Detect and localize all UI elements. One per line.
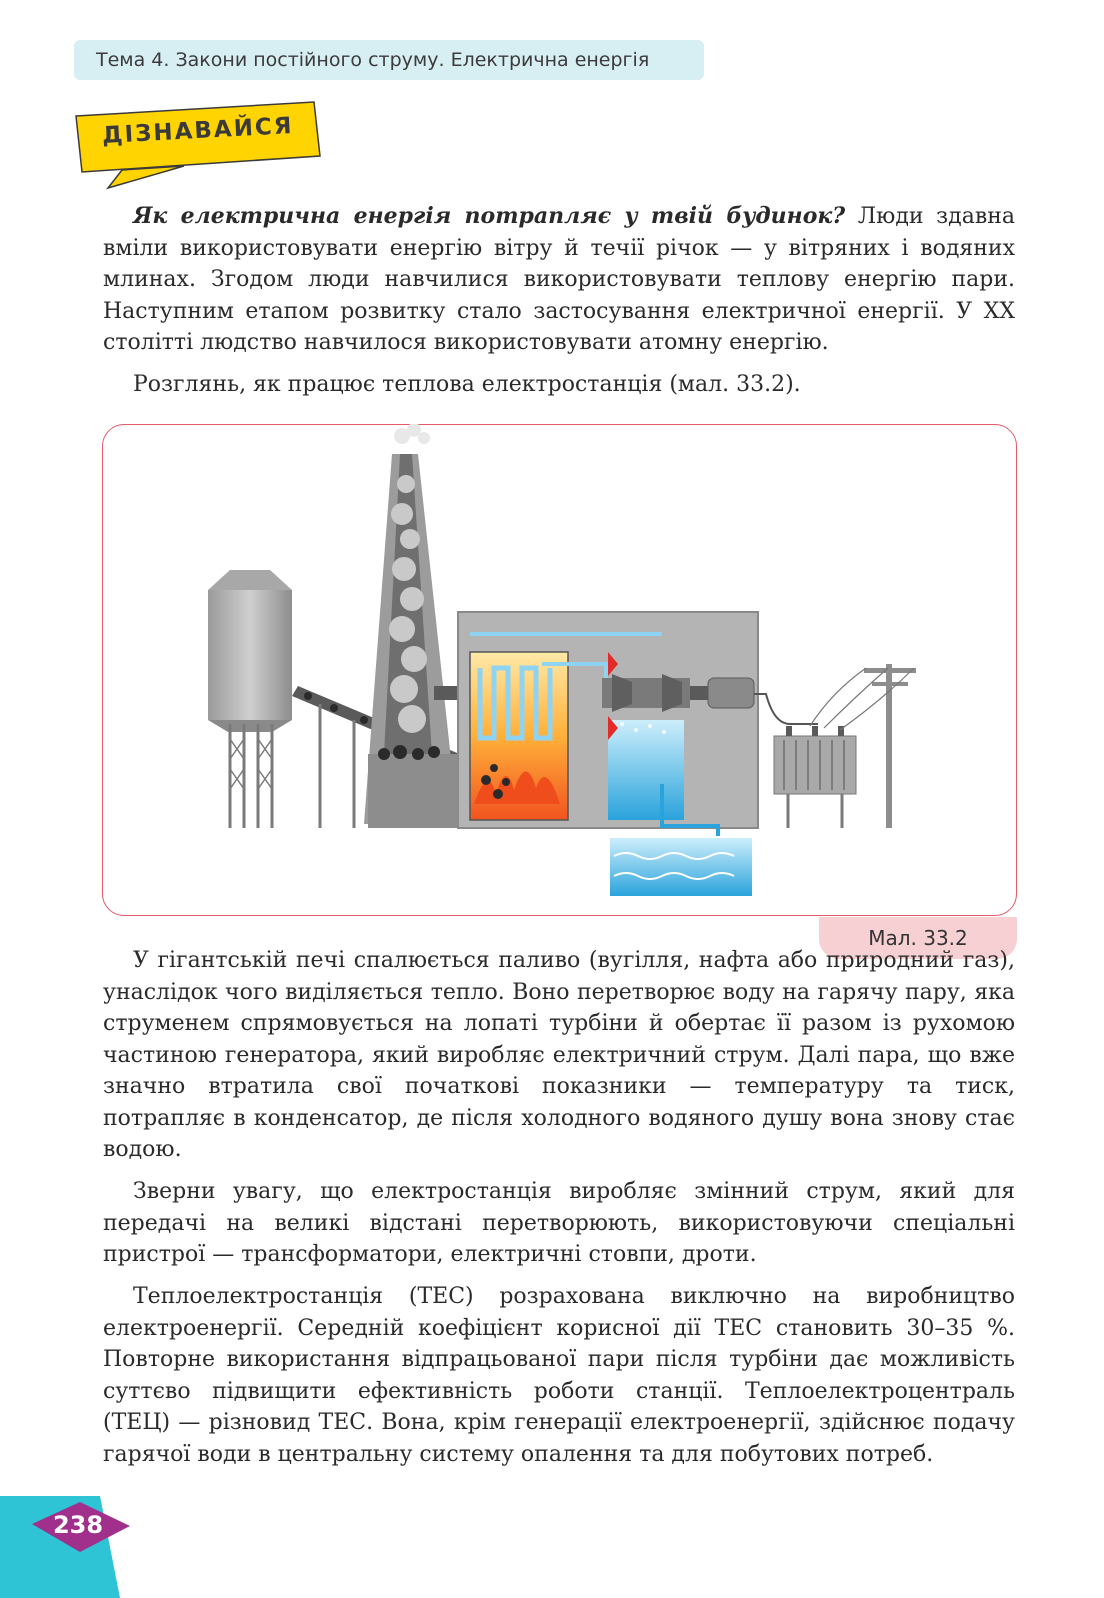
body-paragraph-1: У гігантській печі спалюється паливо (вугілля, нафта або природний газ), унаслідок чого виділяється тепло. Воно перетворює воду на гарячу пару, яка струменем спрямовується на лопаті турбіни й обертає її разом із рухомою частиною генератора, який виробляє електричний струм. Далі пара, що вже значно втратила свої початкові показники — температуру та тиск, потрапляє в конденсатор, де після холодного водяного душу вона знову стає водою. — [103, 948, 1015, 1162]
intro-text: Люди здавна вміли використовувати енергію вітру й течії річок — у вітряних і водяних млинах. Згодом люди навчилися використовувати теплову енергію пари. Наступним етапом розвитку стало застосування електричної енергії. У XX столітті людство навчилося використовувати атомну енергію. — [103, 204, 1015, 355]
boiler-icon — [470, 652, 568, 820]
page-number: 238 — [52, 1511, 104, 1539]
flue-duct — [434, 686, 460, 700]
learn-badge — [74, 100, 334, 200]
body-paragraph-2: Зверни увагу, що електростанція виробляє змінний струм, який для передачі на великі відстані перетворюють, використовуючи спеціальні пристрої — трансформатори, електричні стовпи, дроти. — [103, 1179, 1015, 1267]
badge-label: ДІЗНАВАЙСЯ — [101, 113, 295, 149]
transformer-icon — [774, 726, 856, 828]
intro-paragraph — [103, 201, 1015, 359]
silo-icon — [208, 570, 292, 828]
chimney-icon — [364, 424, 460, 828]
topic-header: Тема 4. Закони постійного струму. Електрична енергія — [74, 40, 704, 80]
intro-question: Як електрична енергія потрапляє у твій будинок? — [133, 203, 846, 229]
figure-caption: Мал. 33.2 — [819, 917, 1017, 959]
body-paragraph-3: Теплоелектростанція (ТЕС) розрахована виключно на виробництво електроенергії. Середній коефіцієнт корисної дії ТЕС становить 30–35 %. Повторне використання відпрацьованої пари після турбіни дає можливість суттєво підвищити ефективність роботи станції. Теплоелектроцентраль (ТЕЦ) — різновид ТЕС. Вона, крім генерації електроенергії, здійснює подачу гарячої води в центральну систему опалення та для побутових потреб. — [103, 1284, 1015, 1467]
power-plant-illustration — [102, 424, 1017, 916]
badge-ribbon-icon — [74, 100, 334, 200]
condenser-icon — [608, 720, 684, 820]
lead-paragraph: Розглянь, як працює теплова електростанція (мал. 33.2). — [133, 372, 801, 397]
